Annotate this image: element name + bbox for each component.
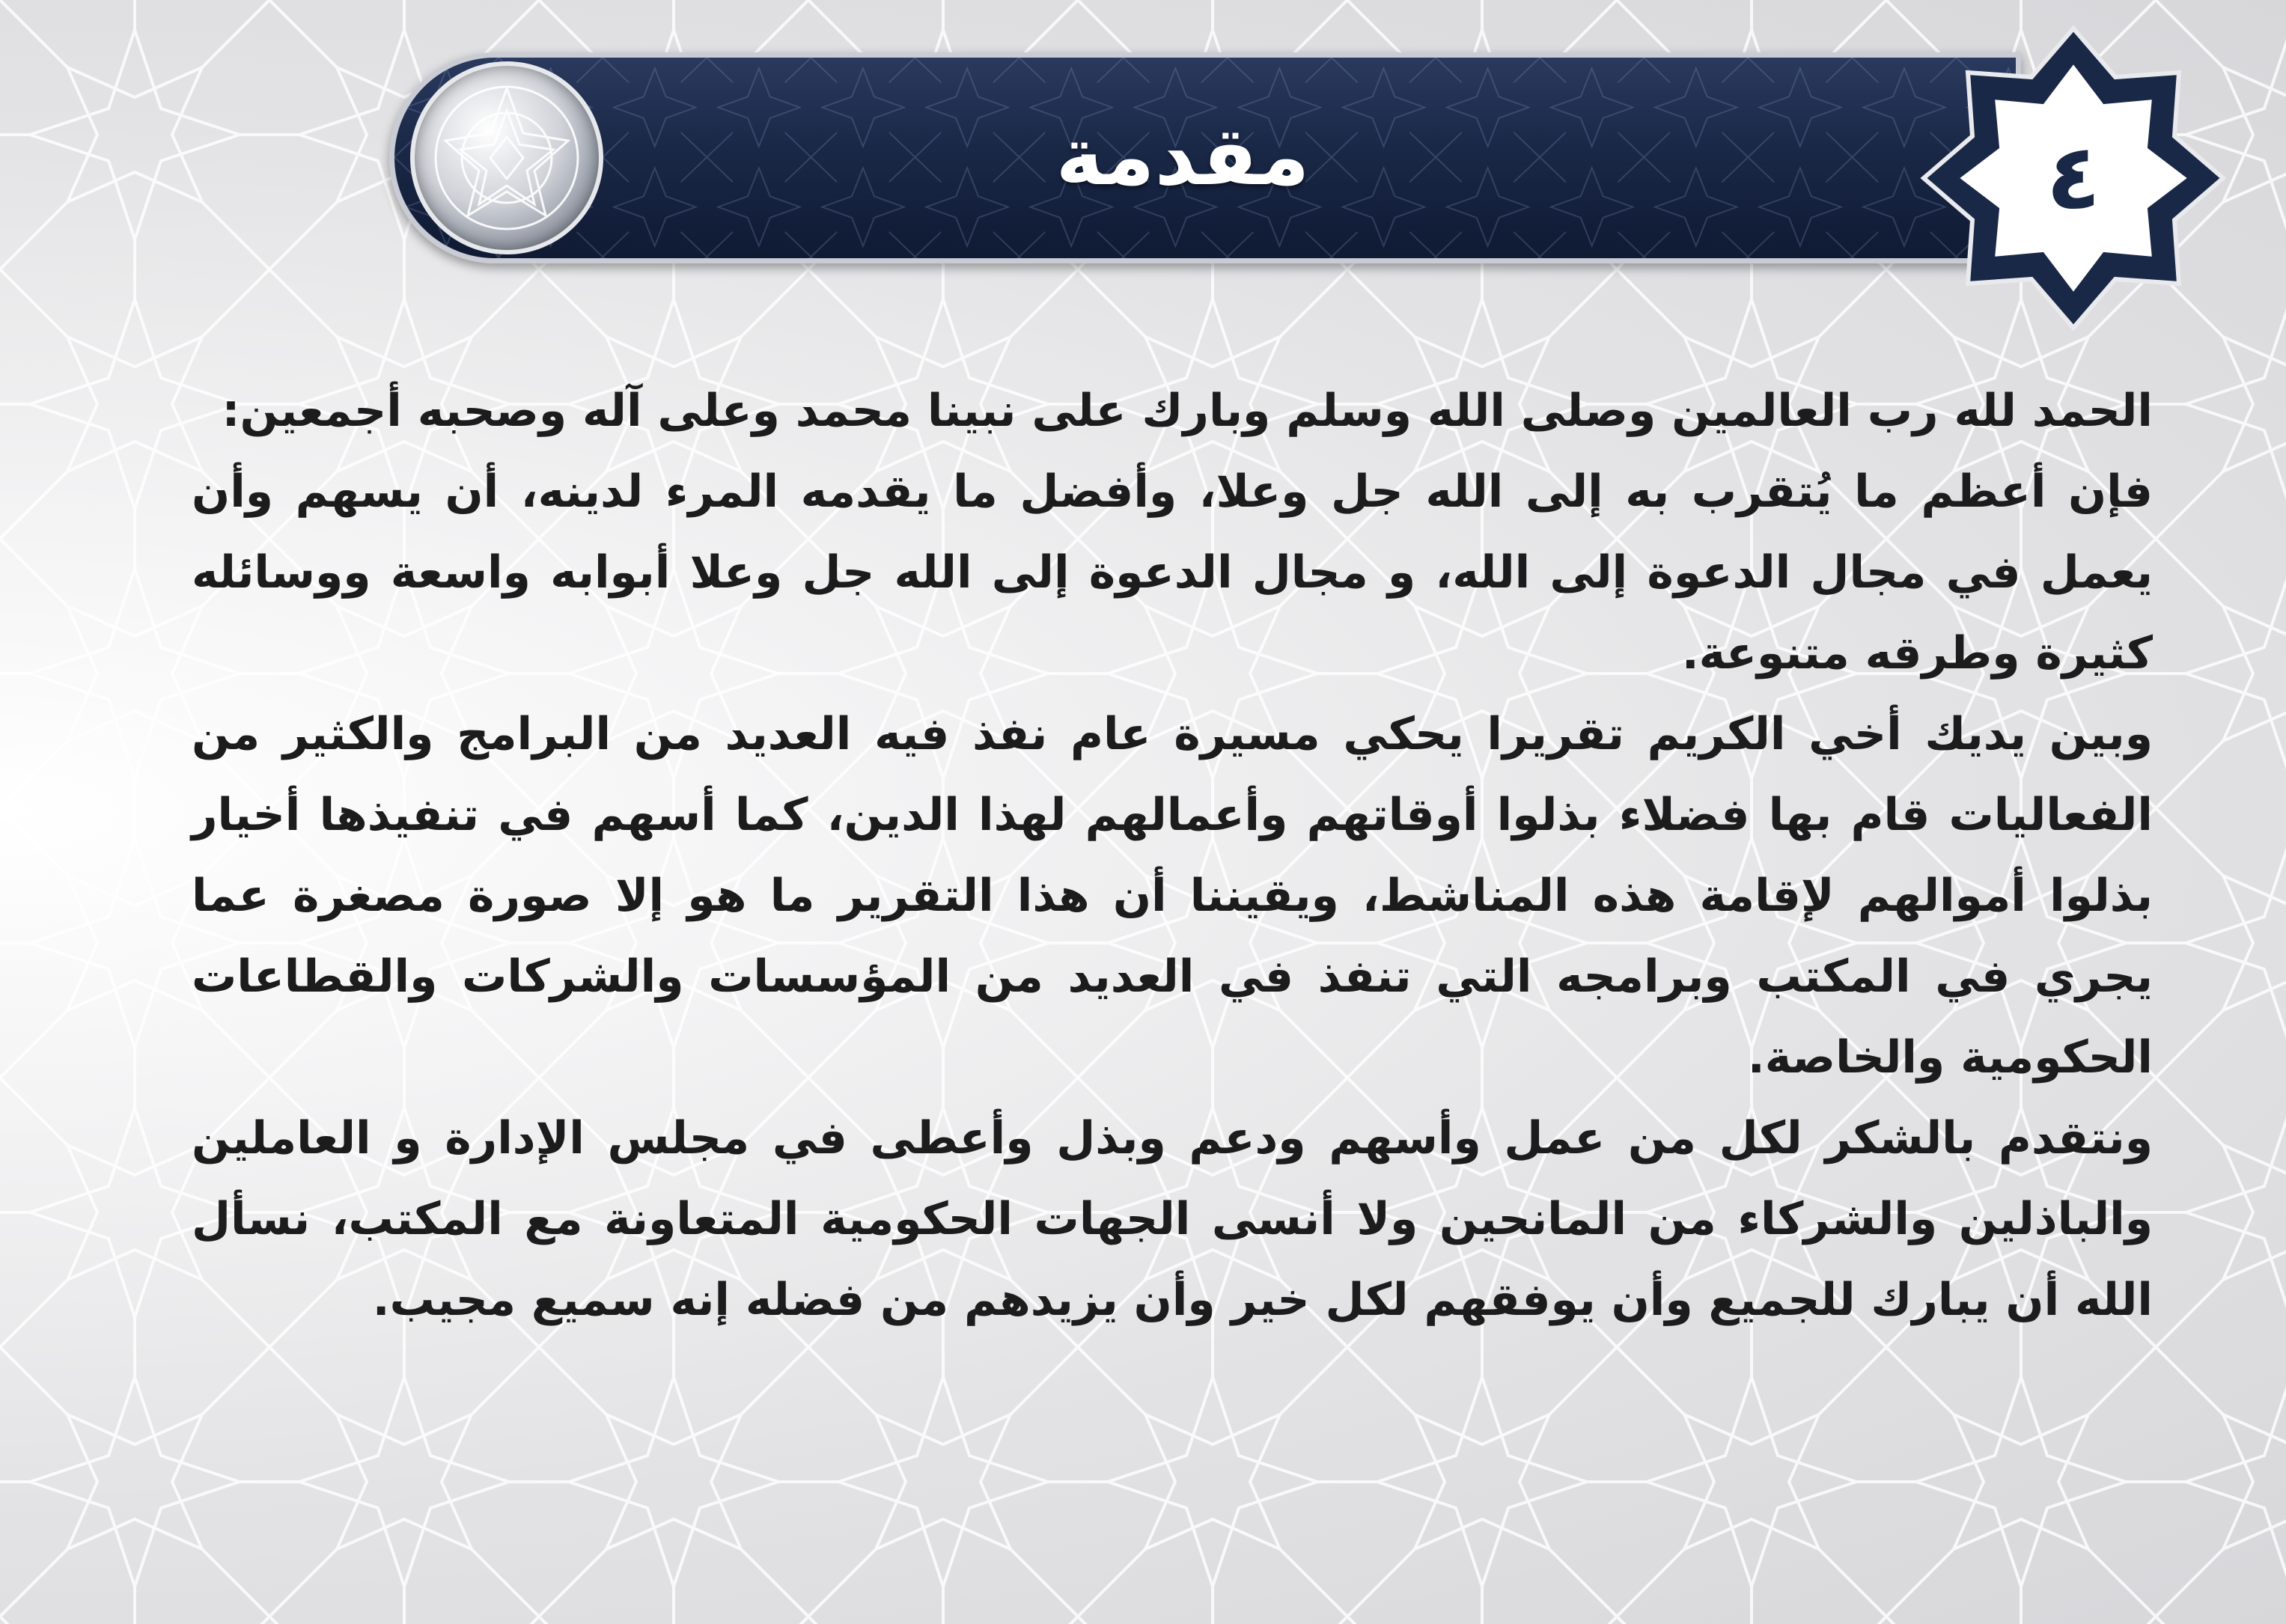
page-number: ٤ xyxy=(2046,126,2101,230)
introduction-text xyxy=(192,370,2153,1538)
paragraph-1: الحمد لله رب العالمين وصلى الله وسلم وبارك على نبينا محمد وعلى آله وصحبه أجمعين: xyxy=(222,385,2153,437)
paragraph-2: فإن أعظم ما يُتقرب به إلى الله جل وعلا، وأفضل ما يقدمه المرء لدينه، أن يسهم وأن يعمل في مجال الدعوة إلى الله، و مجال الدعوة إلى الله جل وعلا أبوابه واسعة ووسائله كثيرة وطرقه متنوعة. xyxy=(192,465,2153,680)
geometric-globe-emblem xyxy=(410,61,603,254)
paragraph-3: وبين يديك أخي الكريم تقريرا يحكي مسيرة عام نفذ فيه العديد من البرامج والكثير من الفعاليات قام بها فضلاء بذلوا أوقاتهم وأعمالهم لهذا الدين، كما أسهم في تنفيذها أخيار بذلوا أموالهم لإقامة هذه المناشط، ويقيننا أن هذا التقرير ما هو إلا صورة مصغرة عما يجري في المكتب وبرامجه التي تنفذ في العديد من المؤسسات والشركات والقطاعات الحكومية والخاصة. xyxy=(192,708,2153,1084)
paragraph-4: ونتقدم بالشكر لكل من عمل وأسهم ودعم وبذل وأعطى في مجلس الإدارة و العاملين والباذلين والشركاء من المانحين ولا أنسى الجهات الحكومية المتعاونة مع المكتب، نسأل الله أن يبارك للجميع وأن يوفقهم لكل خير وأن يزيدهم من فضله إنه سميع مجيب. xyxy=(192,1112,2153,1326)
star-rosette-icon xyxy=(415,66,599,250)
page-title: مقدمة xyxy=(1055,110,1310,204)
